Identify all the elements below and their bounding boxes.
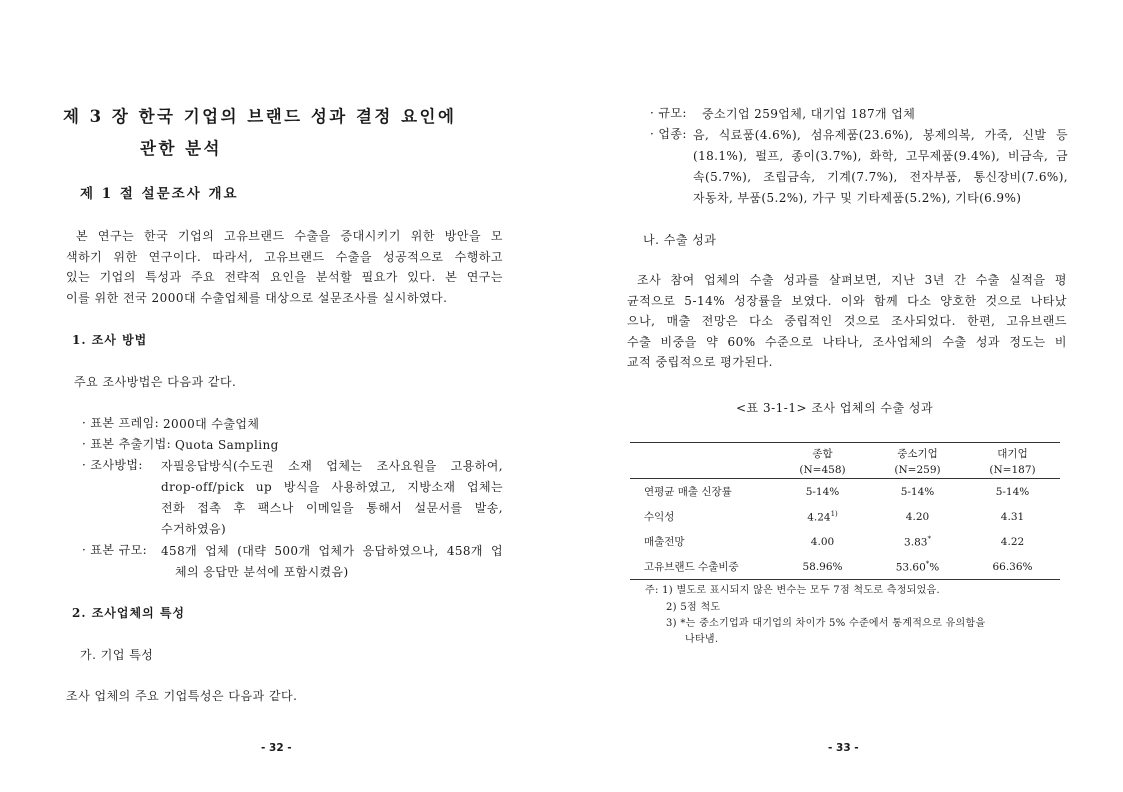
row-label: 수익성	[644, 511, 675, 523]
column-header: 종합	[775, 443, 870, 462]
left-page	[0, 0, 561, 792]
table-header-row	[630, 443, 1060, 462]
chapter-title-line1: 제 3 장 한국 기업의 브랜드 성과 결정 요인에	[63, 107, 457, 126]
column-subheader: (N=259)	[870, 461, 965, 479]
bullet-text: 458개 업체 (대략 500개 업체가 응답하였으나, 458개 업	[161, 544, 503, 558]
bullet-text: 음, 식료품(4.6%), 섬유제품(23.6%), 봉제의복, 가죽, 신발 등	[693, 128, 1068, 142]
bullet-text: 체의 응답만 분석에 포함시켰음)	[175, 565, 349, 579]
bullet-text: 자동차, 부품(5.2%), 가구 및 기타제품(5.2%), 기타(6.9%)	[693, 191, 1022, 205]
cell-value: 4.24	[807, 511, 831, 524]
intro-line: 색하기 위한 연구이다. 따라서, 고유브랜드 수출을 성공적으로 수행하고	[66, 249, 503, 264]
para-line: 조사 참여 업체의 수출 성과를 살펴보면, 지난 3년 간 수출 실적을 평	[637, 273, 1067, 287]
table-row	[630, 529, 1060, 554]
table-note-3: 3) *는 중소기업과 대기업의 차이가 5% 수준에서 통계적으로 유의함을	[666, 618, 986, 629]
table-cell: 5-14%	[900, 485, 935, 498]
table-cell	[870, 529, 965, 554]
bullet-label: · 표본 규모:	[82, 543, 148, 557]
subsection-2-item: 가. 기업 특성	[80, 648, 154, 662]
item-export-performance: 나. 수출 성과	[643, 233, 717, 247]
section-title: 제 1 절 설문조사 개요	[80, 186, 239, 202]
bullet-label: · 업종:	[650, 127, 687, 141]
column-subheader: (N=187)	[965, 461, 1060, 479]
table-note-2: 2) 5점 척도	[666, 602, 721, 613]
percent-sign: %	[929, 561, 940, 574]
bullet-text: Quota Sampling	[175, 438, 279, 452]
subsection-1-text: 주요 조사방법은 다음과 같다.	[74, 375, 237, 389]
table-note-1: 주: 1) 별도로 표시되지 않은 변수는 모두 7점 척도로 측정되었음.	[645, 585, 941, 596]
bullet-label: · 표본 추출기법:	[82, 437, 172, 451]
para-line: 으나, 매출 전망은 다소 중립적인 것으로 조사되었다. 한편, 고유브랜드	[627, 314, 1067, 328]
table-cell: 4.00	[810, 535, 835, 548]
para-line: 수출 비중을 약 60% 수준으로 나타나, 조사업체의 수출 성과 정도는 비	[627, 334, 1067, 349]
table-cell: 5-14%	[995, 485, 1030, 498]
export-paragraph	[627, 270, 1067, 373]
table-cell	[775, 504, 870, 529]
bullet-text: (18.1%), 펄프, 종이(3.7%), 화학, 고무제품(9.4%), 비금속, 금	[693, 149, 1068, 163]
table-cell: 58.96%	[775, 554, 870, 580]
row-label: 고유브랜드 수출비중	[630, 554, 775, 580]
significance-mark: *	[927, 534, 931, 543]
bullet-text: 자필응답방식(수도권 소재 업체는 조사요원을 고용하여,	[161, 459, 503, 473]
bullet-text: 속(5.7%), 조립금속, 기계(7.7%), 전자부품, 통신장비(7.6%),	[693, 170, 1068, 184]
footnote-mark: 1)	[830, 509, 838, 518]
table-row	[630, 479, 1060, 505]
column-header: 중소기업	[870, 443, 965, 462]
table-cell: 4.20	[905, 510, 930, 523]
bullet-text: 수거하였음)	[161, 522, 227, 536]
export-performance-table	[630, 442, 1060, 580]
table-row	[630, 554, 1060, 580]
chapter-title-line2: 관한 분석	[140, 139, 223, 158]
table-note-3-cont: 나타냄.	[685, 634, 719, 645]
bullet-label: · 표본 프레임:	[82, 416, 160, 430]
cell-value: 53.60	[895, 561, 926, 574]
table-cell: 4.31	[1000, 510, 1025, 523]
bullet-text: 중소기업 259업체, 대기업 187개 업체	[702, 107, 916, 121]
subsection-2-text: 조사 업체의 주요 기업특성은 다음과 같다.	[66, 689, 298, 703]
column-subheader: (N=458)	[775, 461, 870, 479]
table-cell: 5-14%	[805, 485, 840, 498]
table-cell: 66.36%	[965, 554, 1060, 580]
table-cell: 4.22	[1000, 535, 1025, 548]
cell-value: 3.83	[904, 536, 928, 549]
intro-line: 본 연구는 한국 기업의 고유브랜드 수출을 증대시키기 위한 방안을 모	[76, 229, 503, 243]
para-line: 균적으로 5-14% 성장률을 보였다. 이와 함께 다소 양호한 것으로 나타났	[627, 293, 1067, 308]
bullet-label: · 조사방법:	[82, 458, 143, 472]
table-row	[630, 504, 1060, 529]
significance-mark: *	[925, 559, 930, 568]
bullet-label: · 규모:	[650, 106, 687, 120]
table-cell	[870, 554, 965, 580]
row-label: 매출전망	[644, 536, 685, 548]
intro-paragraph	[66, 226, 503, 308]
para-line: 교적 중립적으로 평가된다.	[627, 355, 773, 369]
page-number-right: - 33 -	[828, 742, 859, 754]
bullet-text: drop-off/pick up 방식을 사용하였고, 지방소재 업체는	[161, 480, 503, 494]
intro-line: 있는 기업의 특성과 주요 전략적 요인을 분석할 필요가 있다. 본 연구는	[66, 270, 503, 284]
bullet-text: 2000대 수출업체	[163, 417, 260, 431]
table-subheader-row	[630, 461, 1060, 479]
page-number-left: - 32 -	[261, 742, 292, 754]
table-caption: <표 3-1-1> 조사 업체의 수출 성과	[736, 401, 934, 415]
row-label: 연평균 매출 신장률	[644, 486, 732, 498]
column-header: 대기업	[965, 443, 1060, 462]
bullet-text: 전화 접촉 후 팩스나 이메일을 통해서 설문서를 발송,	[161, 501, 503, 515]
subsection-1-title: 1. 조사 방법	[72, 333, 148, 347]
intro-line: 이를 위한 전국 2000대 수출업체를 대상으로 설문조사를 실시하였다.	[66, 290, 448, 305]
subsection-2-title: 2. 조사업체의 특성	[72, 606, 186, 620]
